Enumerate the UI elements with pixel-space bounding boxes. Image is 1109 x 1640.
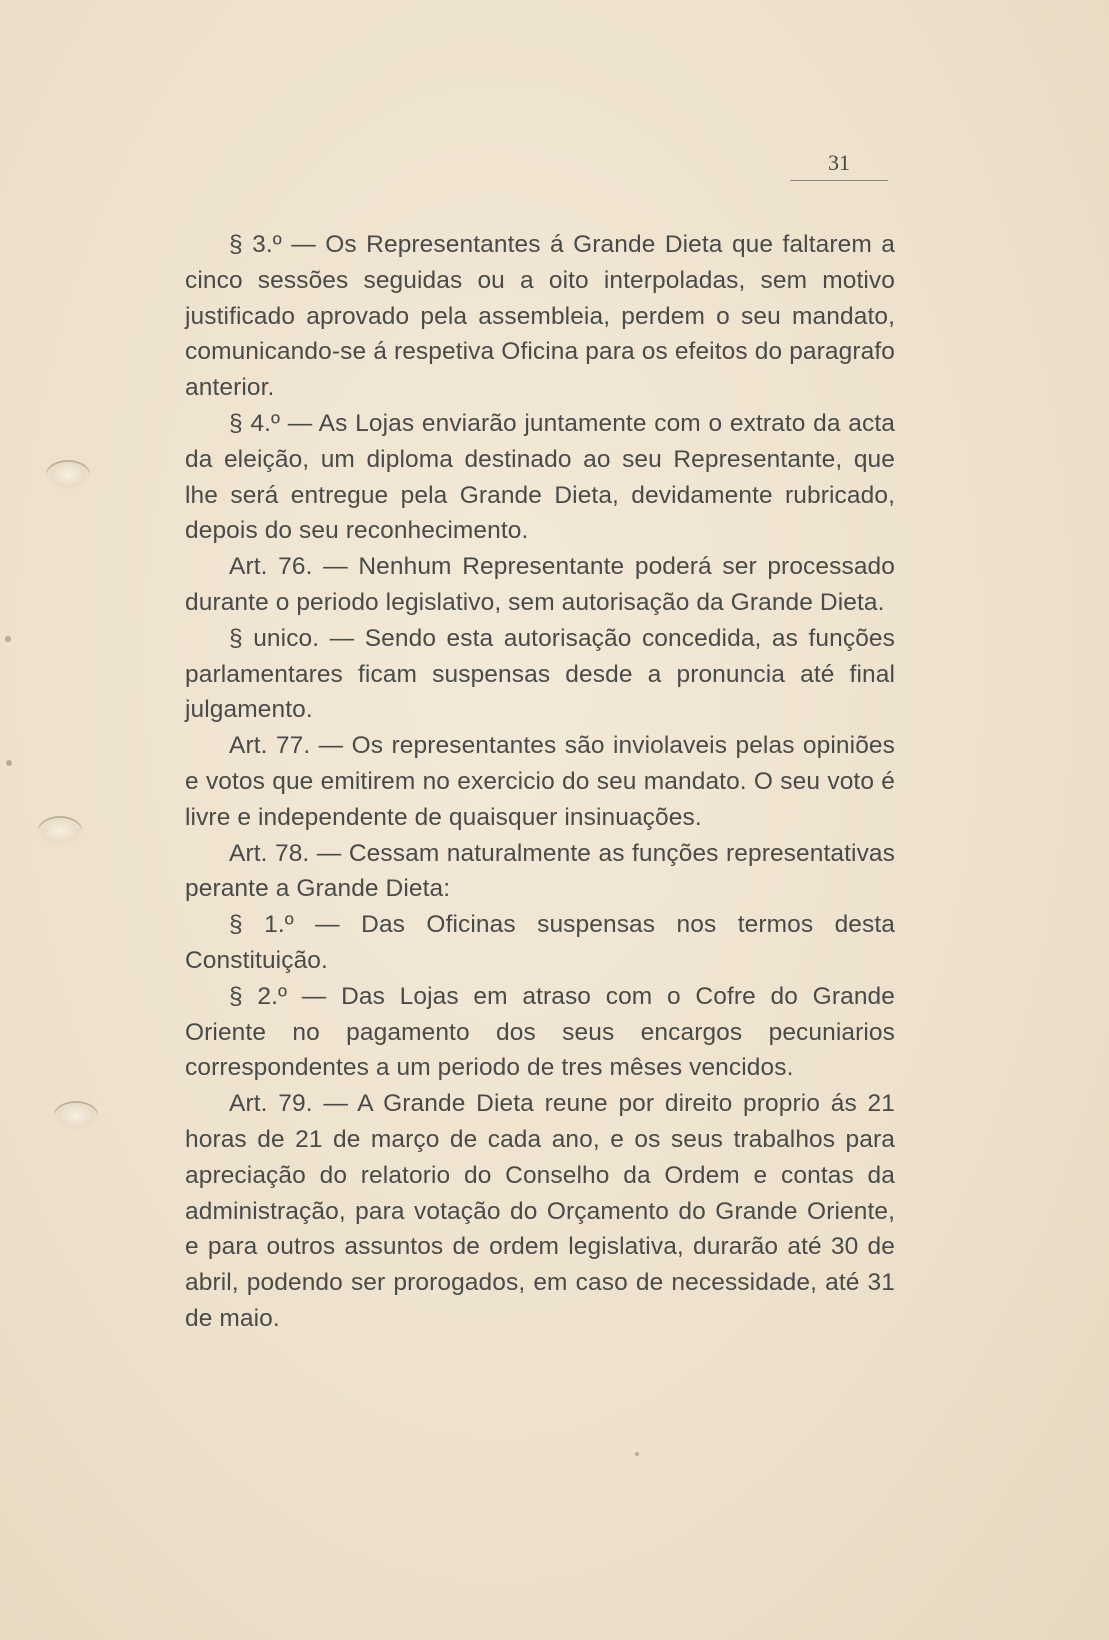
- paragraph-section-3: § 3.º — Os Representantes á Grande Dieta que faltarem a cinco sessões seguidas ou a oito interpoladas, sem motivo justificado aprovado pela assembleia, perdem o seu mandato, comunicando-se á respetiva Oficina para os efeitos do paragrafo anterior.: [185, 231, 895, 402]
- paragraph-art-78: Art. 78. — Cessam naturalmente as funções representativas perante a Grande Dieta:: [185, 839, 895, 903]
- paragraph-section-4: § 4.º — As Lojas enviarão juntamente com o extrato da acta da eleição, um diploma destinado ao seu Representante, que lhe será entregue pela Grande Dieta, devidamente rubricado, depois do seu reconhecimento.: [185, 409, 895, 545]
- paragraph-art-79: Art. 79. — A Grande Dieta reune por direito proprio ás 21 horas de 21 de março de cada ano, e os seus trabalhos para apreciação do relatorio do Conselho da Ordem e contas da administração, para votação do Orçamento do Grande Oriente, e para outros assuntos de ordem legislativa, durarão até 30 de abril, podendo ser prorogados, em caso de necessidade, até 31 de maio.: [185, 1090, 895, 1332]
- binder-hole-mark: [46, 462, 90, 490]
- binder-hole-mark: [54, 1103, 98, 1131]
- page-number: 31: [790, 150, 888, 181]
- paragraph-section-1: § 1.º — Das Oficinas suspensas nos termos desta Constituição.: [185, 911, 895, 974]
- paragraph-art-77: Art. 77. — Os representantes são inviolaveis pelas opiniões e votos que emitirem no exercicio do seu mandato. O seu voto é livre e independente de quaisquer insinuações.: [185, 732, 895, 831]
- paragraph-section-2: § 2.º — Das Lojas em atraso com o Cofre do Grande Oriente no pagamento dos seus encargos pecuniarios correspondentes a um periodo de tres mêses vencidos.: [185, 982, 895, 1082]
- paragraph-section-unico: § unico. — Sendo esta autorisação concedida, as funções parlamentares ficam suspensas desde a pronuncia até final julgamento.: [185, 624, 895, 724]
- paper-speck: [6, 760, 12, 766]
- binder-hole-mark: [38, 818, 82, 846]
- body-text: [185, 227, 895, 1337]
- paper-speck: [635, 1452, 639, 1456]
- paper-speck: [5, 636, 11, 642]
- paragraph-art-76: Art. 76. — Nenhum Representante poderá ser processado durante o periodo legislativo, sem autorisação da Grande Dieta.: [185, 553, 895, 616]
